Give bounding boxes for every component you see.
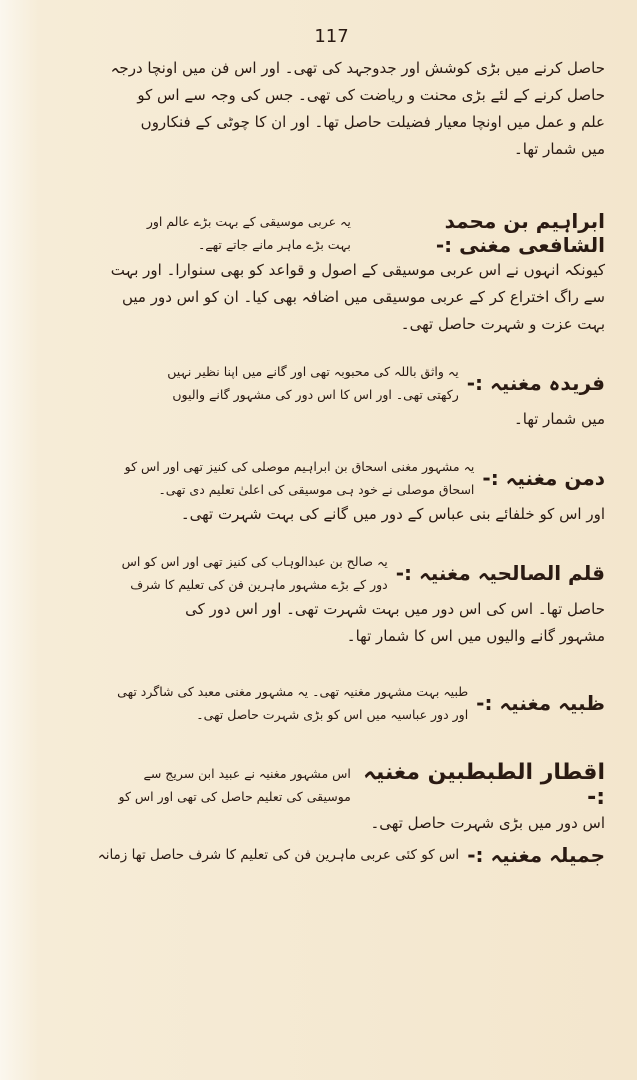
text-line: میں شمار تھا۔: [513, 140, 605, 158]
text-line: علم و عمل میں اونچا معیار فضیلت حاصل تھا۔ اور ان کا چوٹی کے فنکاروں: [140, 113, 605, 131]
entry-heading: جمیلہ مغنیہ :-: [467, 843, 605, 867]
entry-jamila: [58, 843, 605, 867]
side-line: دور کے بڑے مشہور ماہرین فن کی تعلیم کا شرف: [130, 577, 388, 592]
side-line: یہ صالح بن عبدالوہاب کی کنیز تھی اور اس کو اس: [121, 554, 388, 569]
entry-ibrahim: [58, 209, 605, 257]
text-line: کیونکہ انہوں نے اس عربی موسیقی کے اصول و قواعد کو بھی سنوارا۔ اور بہت: [110, 261, 605, 279]
entry-qalam: [58, 550, 605, 596]
page-number: 117: [314, 26, 349, 47]
side-line: اسحاق موصلی نے خود ہی موسیقی کی اعلیٰ تعلیم دی تھی۔: [158, 482, 475, 497]
entry-farida: [58, 360, 605, 406]
entry-heading: دمن مغنیہ :-: [482, 466, 605, 490]
side-line: اس مشہور مغنیہ نے عبید ابن سریج سے: [143, 766, 351, 781]
text-line: سے راگ اختراع کر کے عربی موسیقی میں اضافہ بھی کیا۔ ان کو اس دور میں: [121, 288, 605, 306]
entry-text: اس کو کئی عربی ماہرین فن کی تعلیم کا شرف حاصل تھا زمانہ: [97, 846, 460, 863]
entry-heading: ظبیہ مغنیہ :-: [476, 691, 605, 715]
side-line: طبیہ بہت مشہور مغنیہ تھی۔ یہ مشہور مغنی معبد کی شاگرد تھی: [117, 684, 469, 699]
side-line: یہ عربی موسیقی کے بہت بڑے عالم اور: [146, 214, 351, 229]
side-line: اور دور عباسیہ میں اس کو بڑی شہرت حاصل تھی۔: [196, 707, 469, 722]
entry-zabia: [58, 680, 605, 726]
text-line: حاصل کرنے کے لئے بڑی محنت و ریاضت کی تھی۔ جس کی وجہ سے اس کو: [137, 86, 605, 104]
entry-heading: فریدہ مغنیہ :-: [466, 371, 605, 395]
text-line: حاصل کرنے میں بڑی کوشش اور جدوجہد کی تھی۔ اور اس فن میں اونچا درجہ: [110, 59, 605, 77]
side-line: یہ واثق باللہ کی محبوبہ تھی اور گانے میں اپنا نظیر نہیں: [167, 364, 459, 379]
entry-heading: ابراہیم بن محمد الشافعی مغنی :-: [435, 209, 605, 257]
entry-heading: قلم الصالحیہ مغنیہ :-: [395, 561, 605, 585]
text-line: بہت عزت و شہرت حاصل تھی۔: [400, 315, 605, 333]
side-line: بہت بڑے ماہر مانے جاتے تھے۔: [197, 237, 351, 252]
side-line: یہ مشہور مغنی اسحاق بن ابراہیم موصلی کی کنیز تھی اور اس کو: [124, 459, 475, 474]
side-line: رکھتی تھی۔ اور اس کا اس دور کی مشہور گانے والیوں: [172, 387, 459, 402]
text-line: اس دور میں بڑی شہرت حاصل تھی۔: [370, 814, 605, 832]
entry-heading: اقطار الطبطبین مغنیہ :-: [363, 760, 605, 810]
text-line: میں شمار تھا۔: [513, 410, 605, 428]
side-line: موسیقی کی تعلیم حاصل کی تھی اور اس کو: [118, 789, 351, 804]
text-line: اور اس کو خلفائے بنی عباس کے دور میں گانے کی بہت شہرت تھی۔: [180, 505, 605, 523]
entry-iqtar: [58, 760, 605, 810]
entry-daman: [58, 455, 605, 501]
text-line: حاصل تھا۔ اس کی اس دور میں بہت شہرت تھی۔ اور اس دور کی: [185, 600, 605, 618]
text-line: مشہور گانے والیوں میں اس کا شمار تھا۔: [346, 627, 605, 645]
